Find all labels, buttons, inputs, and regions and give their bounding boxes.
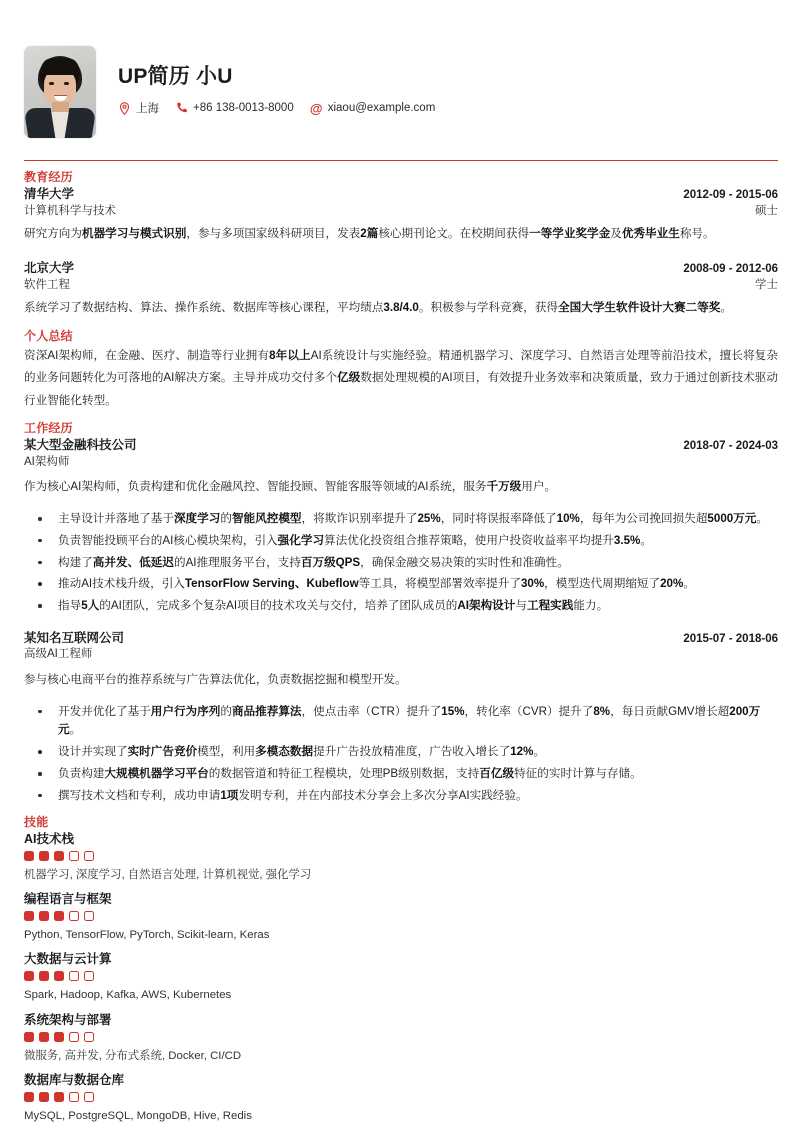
bullet-item: 推动AI技术栈升级，引入TensorFlow Serving、Kubeflow等工具，将模型部署效率提升了30%，模型迭代周期缩短了20%。 <box>24 575 778 594</box>
skill-dot-empty <box>84 911 94 921</box>
skill-name: 编程语言与框架 <box>24 891 112 906</box>
work-role: AI架构师 <box>24 455 70 468</box>
work-role: 高级AI工程师 <box>24 648 93 661</box>
skill-dot-empty <box>84 1092 94 1102</box>
contact-phone-value: +86 138-0013-8000 <box>193 102 294 115</box>
work-company: 某大型金融科技公司 <box>24 438 137 453</box>
bullet-item: 撰写技术文档和专利，成功申请1项发明专利，并在内部技术分享会上多次分享AI实践经验。 <box>24 787 778 806</box>
location-pin-icon <box>118 102 131 115</box>
contact-email <box>310 102 436 115</box>
education-description: 系统学习了数据结构、算法、操作系统、数据库等核心课程，平均绩点3.8/4.0。积极参与学科竞赛，获得全国大学生软件设计大赛二等奖。 <box>24 301 732 315</box>
section-work <box>24 421 778 805</box>
skill-block <box>24 891 778 944</box>
skill-block <box>24 951 778 1004</box>
skill-dot-filled <box>24 1092 34 1102</box>
work-entry <box>24 437 778 616</box>
skill-dot-filled <box>39 911 49 921</box>
skill-dot-empty <box>69 851 79 861</box>
bullet-item: 负责构建大规模机器学习平台的数据管道和特征工程模块，处理PB级别数据，支持百亿级特征的实时计算与存储。 <box>24 765 778 784</box>
skill-dot-filled <box>54 971 64 981</box>
education-description: 研究方向为机器学习与模式识别，参与多项国家级科研项目，发表2篇核心期刊论文。在校期间获得一等学业奖学金及优秀毕业生称号。 <box>24 227 715 241</box>
skill-dot-empty <box>69 1032 79 1042</box>
section-title-education: 教育经历 <box>24 170 73 185</box>
skill-level-dots <box>24 1092 778 1102</box>
work-date: 2015-07 - 2018-06 <box>683 632 778 645</box>
skill-dot-filled <box>39 1092 49 1102</box>
skill-level-dots <box>24 851 778 861</box>
work-company: 某知名互联网公司 <box>24 630 125 645</box>
skill-block <box>24 1072 778 1125</box>
section-title-skills: 技能 <box>24 814 49 829</box>
skill-detail: 微服务, 高并发, 分布式系统, Docker, CI/CD <box>24 1049 242 1062</box>
skill-detail: Python, TensorFlow, PyTorch, Scikit-learn, Keras <box>24 929 270 942</box>
resume-header <box>24 0 778 138</box>
page-title: UP简历 小U <box>118 64 233 88</box>
skill-detail: 机器学习, 深度学习, 自然语言处理, 计算机视觉, 强化学习 <box>24 868 312 881</box>
work-bullet-list <box>24 510 778 616</box>
work-bullet-list <box>24 703 778 806</box>
skill-dot-empty <box>69 911 79 921</box>
skill-detail: MySQL, PostgreSQL, MongoDB, Hive, Redis <box>24 1110 252 1123</box>
education-date: 2008-09 - 2012-06 <box>683 263 778 276</box>
section-education <box>24 170 778 319</box>
at-email-icon: @ <box>309 100 323 116</box>
skill-name: AI技术栈 <box>24 831 75 846</box>
education-date: 2012-09 - 2015-06 <box>683 189 778 202</box>
skill-dot-empty <box>84 1032 94 1042</box>
education-org: 清华大学 <box>24 187 75 202</box>
skill-block <box>24 831 778 884</box>
skill-dot-filled <box>39 971 49 981</box>
bullet-item: 主导设计并落地了基于深度学习的智能风控模型，将欺诈识别率提升了25%，同时将误报率降低了10%，每年为公司挽回损失超5000万元。 <box>24 510 778 529</box>
summary-description: 资深AI架构师，在金融、医疗、制造等行业拥有8年以上AI系统设计与实施经验。精通机器学习、深度学习、自然语言处理等前沿技术，擅长将复杂的业务问题转化为可落地的AI解决方案。主导并成功交付多个亿级数据处理规模的AI项目，有效提升业务效率和决策质量，致力于通过创新技术驱动行业智能化转型。 <box>24 348 778 407</box>
skill-dot-filled <box>54 1032 64 1042</box>
skill-dot-filled <box>54 911 64 921</box>
bullet-item: 指导5人的AI团队，完成多个复杂AI项目的技术攻关与交付，培养了团队成员的AI架构设计与工程实践能力。 <box>24 597 778 616</box>
skill-list <box>24 831 778 1126</box>
skill-level-dots <box>24 1032 778 1042</box>
contact-phone <box>175 102 294 115</box>
section-summary <box>24 329 778 413</box>
work-intro: 作为核心AI架构师，负责构建和优化金融风控、智能投顾、智能客服等领域的AI系统，服务千万级用户。 <box>24 480 557 494</box>
education-entry <box>24 260 778 320</box>
section-skills <box>24 815 778 1126</box>
skill-dot-empty <box>84 971 94 981</box>
skill-dot-empty <box>69 971 79 981</box>
education-degree: 学士 <box>755 278 778 291</box>
skill-dot-filled <box>39 1032 49 1042</box>
section-title-summary: 个人总结 <box>24 328 73 343</box>
work-entry <box>24 630 778 806</box>
skill-dot-empty <box>69 1092 79 1102</box>
skill-dot-filled <box>24 1032 34 1042</box>
skill-dot-filled <box>24 851 34 861</box>
contact-list <box>118 100 778 116</box>
education-major: 计算机科学与技术 <box>24 204 116 217</box>
education-major: 软件工程 <box>24 278 70 291</box>
skill-dot-filled <box>54 1092 64 1102</box>
skill-name: 大数据与云计算 <box>24 952 112 967</box>
skill-dot-filled <box>24 971 34 981</box>
skill-name: 系统架构与部署 <box>24 1012 112 1027</box>
skill-dot-filled <box>24 911 34 921</box>
skill-block <box>24 1012 778 1065</box>
contact-location <box>118 100 159 116</box>
work-intro: 参与核心电商平台的推荐系统与广告算法优化，负责数据挖掘和模型开发。 <box>24 673 407 686</box>
bullet-item: 设计并实现了实时广告竞价模型，利用多模态数据提升广告投放精准度，广告收入增长了12%。 <box>24 743 778 762</box>
skill-level-dots <box>24 911 778 921</box>
work-date: 2018-07 - 2024-03 <box>683 440 778 453</box>
contact-email-value: xiaou@example.com <box>327 102 436 115</box>
skill-detail: Spark, Hadoop, Kafka, AWS, Kubernetes <box>24 989 232 1002</box>
profile-photo <box>24 46 96 138</box>
education-org: 北京大学 <box>24 261 75 276</box>
skill-dot-empty <box>84 851 94 861</box>
skill-dot-filled <box>54 851 64 861</box>
skill-dot-filled <box>39 851 49 861</box>
phone-icon <box>175 102 188 115</box>
contact-location-value: 上海 <box>136 103 159 116</box>
header-divider <box>24 160 778 161</box>
bullet-item: 构建了高并发、低延迟的AI推理服务平台，支持百万级QPS，确保金融交易决策的实时性和准确性。 <box>24 554 778 573</box>
bullet-item: 开发并优化了基于用户行为序列的商品推荐算法，使点击率（CTR）提升了15%，转化率（CVR）提升了8%，每日贡献GMV增长超200万元。 <box>24 703 778 741</box>
education-entry <box>24 186 778 246</box>
section-title-work: 工作经历 <box>24 421 73 436</box>
bullet-item: 负责智能投顾平台的AI核心模块架构，引入强化学习算法优化投资组合推荐策略，使用户投资收益率平均提升3.5%。 <box>24 532 778 551</box>
education-degree: 硕士 <box>755 204 778 217</box>
skill-level-dots <box>24 971 778 981</box>
skill-name: 数据库与数据仓库 <box>24 1072 125 1087</box>
